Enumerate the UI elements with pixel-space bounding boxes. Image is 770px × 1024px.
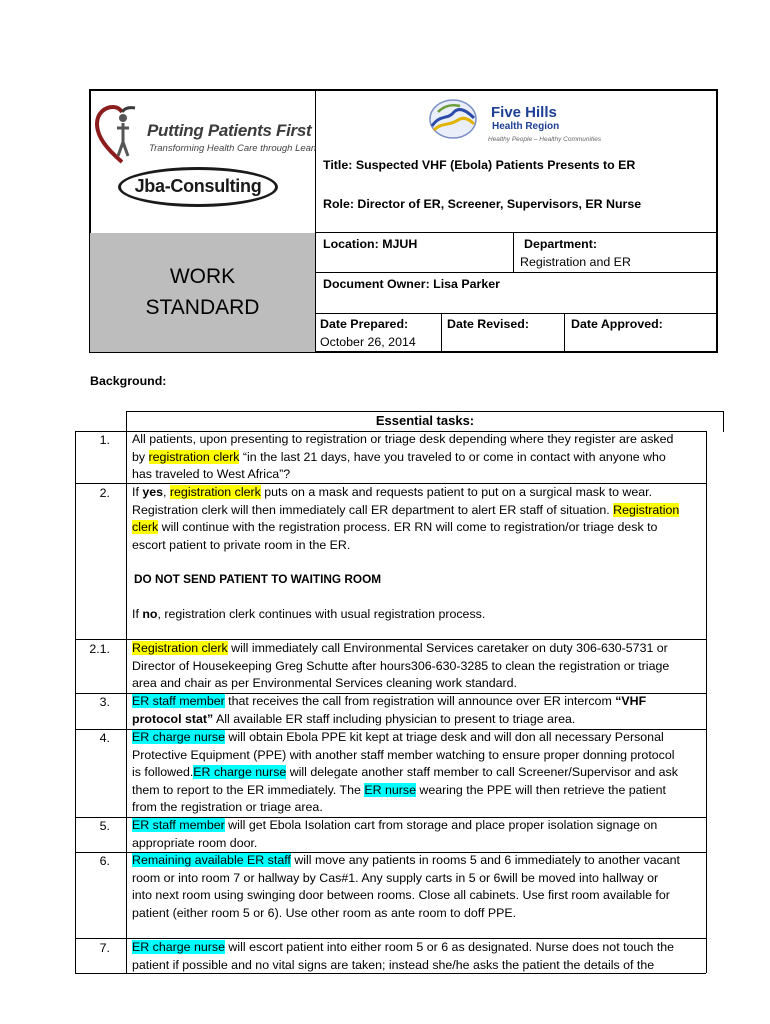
role-highlight: ER staff member [132, 818, 225, 832]
role-highlight: clerk [132, 520, 159, 534]
task-5-text [132, 817, 710, 852]
task-3-text [132, 693, 710, 728]
tasks-left-border [75, 431, 76, 973]
heart-person-icon [95, 104, 149, 166]
header-line-department [513, 232, 514, 272]
date-revised-label: Date Revised: [447, 317, 529, 331]
five-hills-emblem-icon [428, 98, 478, 140]
task-4-line: them to report to the ER immediately. The ER nurse wearing the PPE will then retrieve the patient [132, 782, 666, 797]
task-number: 1. [99, 433, 110, 447]
task-number: 2. [99, 486, 110, 500]
work-standard-cell [90, 233, 315, 352]
role-highlight: Registration [613, 502, 680, 517]
task-7-line: patient if possible and no vital signs are taken; instead she/he asks the patient the details of the [132, 957, 655, 972]
task-2-1-line: Director of Housekeeping Greg Schutte after hours306-630-3285 to clean the registration or triage [132, 658, 670, 673]
five-hills-name: Five Hills [491, 104, 557, 121]
role-highlight: registration clerk [169, 485, 261, 499]
task-2-1-line: area and chair as per Environmental Services cleaning work standard. [132, 676, 517, 690]
ppf-title: Putting Patients First [147, 121, 312, 140]
task-4-line: Protective Equipment (PPE) with another staff member watching to ensure proper donning protocol [132, 747, 675, 762]
date-prepared-label: Date Prepared: [320, 317, 409, 331]
task-4-line: from the registration or triage area. [132, 800, 323, 814]
header-line-approved [564, 313, 565, 353]
task-5-line: appropriate room door. [132, 835, 258, 850]
department-label: Department: [524, 237, 597, 251]
task-4-text [132, 729, 710, 817]
date-approved-label: Date Approved: [571, 317, 663, 331]
document-owner: Document Owner: Lisa Parker [323, 277, 500, 291]
header-line-role [315, 232, 718, 233]
department-value: Registration and ER [520, 255, 631, 269]
task-2-1-line: Registration clerk will immediately call Environmental Services caretaker on duty 306-630-5731 or [132, 641, 668, 655]
task-2-1-text [132, 640, 710, 693]
task-6-line: room or into room 7 or hallway by Cas#1. Any supply carts in 5 or 6will be moved into hallway or [132, 870, 659, 885]
five-hills-region: Health Region [492, 121, 560, 132]
task-number: 4. [99, 731, 110, 745]
document-title: Title: Suspected VHF (Ebola) Patients Presents to ER [323, 158, 636, 172]
ppf-subtitle: Transforming Health Care through Lean [149, 143, 317, 154]
task-3-line: protocol stat” All available ER staff including physician to present to triage area. [132, 711, 576, 726]
task-number: 2.1. [89, 642, 110, 656]
task-7-line: ER charge nurse will escort patient into either room 5 or 6 as designated. Nurse does not touch the [132, 940, 675, 954]
work-label: WORK [169, 265, 236, 288]
header-line-location [315, 272, 718, 273]
role-highlight: ER charge nurse [132, 940, 225, 954]
task-number: 6. [99, 854, 110, 868]
task-4-line: is followed.ER charge nurse will delegate another staff member to call Screener/Supervisor and ask [132, 765, 678, 779]
jba-consulting-text: Jba-Consulting [134, 176, 262, 196]
task-6-line: patient (either room 5 or 6). Use other room as ante room to doff PPE. [132, 905, 517, 920]
task-2-line: Registration clerk will then immediately call ER department to alert ER staff of situation. Registration [132, 502, 680, 517]
location: Location: MJUH [323, 237, 418, 251]
task-number: 5. [99, 819, 110, 833]
tasks-number-divider [126, 411, 127, 973]
jba-consulting-logo [118, 167, 278, 207]
document-role: Role: Director of ER, Screener, Supervisors, ER Nurse [323, 197, 642, 211]
task-7-text [132, 939, 710, 974]
task-6-text [132, 852, 710, 922]
task-2-line: If no, registration clerk continues with usual registration process. [132, 606, 486, 621]
role-highlight: Remaining available ER staff [132, 853, 291, 867]
role-highlight: ER staff member [132, 694, 225, 708]
task-number: 3. [99, 695, 110, 709]
task-6-line: into next room using swinging door between rooms. Close all cabinets. Use first room available for [132, 888, 670, 902]
task-number: 7. [99, 941, 110, 955]
essential-tasks-heading: Essential tasks: [375, 413, 475, 428]
task-1-text [132, 431, 710, 484]
warning-line: DO NOT SEND PATIENT TO WAITING ROOM [134, 572, 382, 586]
date-prepared-value: October 26, 2014 [320, 335, 416, 349]
task-4-line: ER charge nurse will obtain Ebola PPE kit kept at triage desk and will don all necessary Personal [132, 730, 664, 744]
role-highlight: registration clerk [148, 449, 240, 464]
header-line-revised [441, 313, 442, 353]
five-hills-tagline: Healthy People – Healthy Communities [488, 136, 602, 143]
task-5-line: ER staff member will get Ebola Isolation cart from storage and place proper isolation signage on [132, 818, 658, 832]
task-2-text [132, 484, 710, 623]
role-highlight: ER nurse [364, 782, 416, 797]
putting-patients-first-logo [95, 104, 317, 164]
five-hills-logo [428, 98, 618, 148]
task-3-line: ER staff member that receives the call from registration will announce over ER intercom “VHF [132, 694, 647, 708]
header-line-owner [315, 313, 718, 314]
role-highlight: Registration clerk [132, 641, 228, 655]
role-highlight: ER charge nurse [193, 765, 287, 779]
task-1-line: has traveled to West Africa”? [132, 467, 291, 481]
background-heading: Background: [90, 374, 167, 388]
task-1-line: by registration clerk “in the last 21 days, have you traveled to or come in contact with anyone who [132, 449, 666, 464]
task-2-line: clerk will continue with the registration process. ER RN will come to registration/or triage desk to [132, 520, 658, 534]
standard-label: STANDARD [145, 296, 260, 319]
role-highlight: ER charge nurse [132, 730, 225, 744]
task-1-line: All patients, upon presenting to registration or triage desk depending where they register are asked [132, 432, 674, 446]
task-2-line: If yes, registration clerk puts on a mask and requests patient to put on a surgical mask to wear. [132, 485, 653, 499]
task-6-line: Remaining available ER staff will move any patients in rooms 5 and 6 immediately to another vacant [132, 853, 681, 867]
task-2-line: escort patient to private room in the ER. [132, 537, 351, 552]
